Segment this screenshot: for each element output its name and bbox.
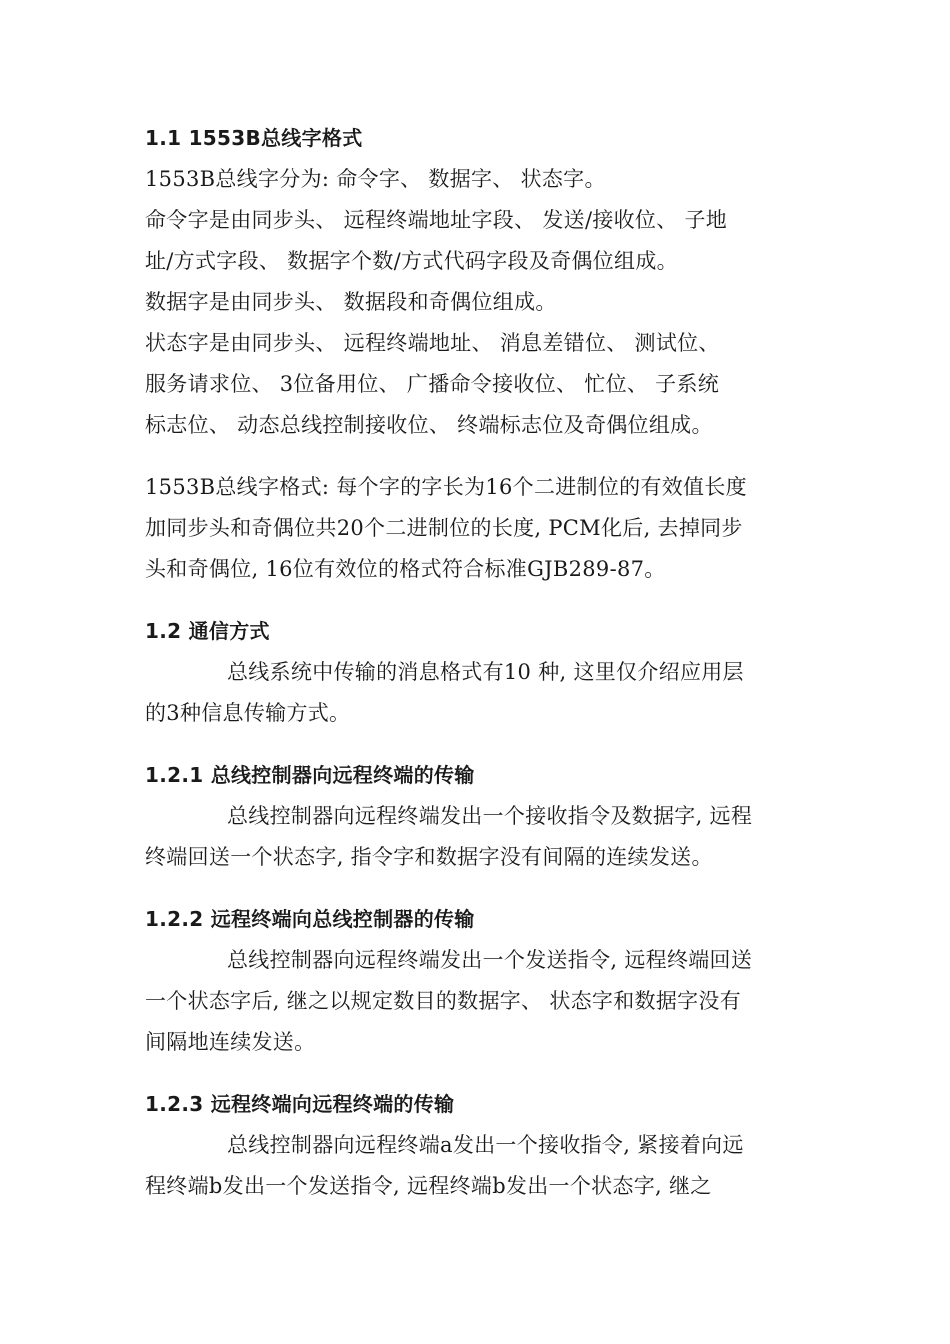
paragraph-line: 的3种信息传输方式。 (145, 701, 351, 725)
paragraph-line: 服务请求位、 3位备用位、 广播命令接收位、 忙位、 子系统 (145, 372, 720, 396)
paragraph-line: 头和奇偶位, 16位有效位的格式符合标准GJB289-87。 (145, 557, 666, 581)
paragraph-line: 一个状态字后, 继之以规定数目的数据字、 状态字和数据字没有 (145, 989, 742, 1013)
paragraph-line: 数据字是由同步头、 数据段和奇偶位组成。 (145, 290, 557, 314)
paragraph-gap (145, 878, 810, 899)
paragraph-line: 总线系统中传输的消息格式有10 种, 这里仅介绍应用层 (227, 660, 744, 684)
paragraph-line: 命令字是由同步头、 远程终端地址字段、 发送/接收位、 子地 (145, 208, 728, 232)
paragraph-line: 1553B总线字格式: 每个字的字长为16个二进制位的有效值长度 (145, 475, 747, 499)
section-heading-1-2: 1.2 通信方式 (145, 619, 270, 643)
paragraph-gap (145, 1063, 810, 1084)
paragraph-line: 址/方式字段、 数据字个数/方式代码字段及奇偶位组成。 (145, 249, 678, 273)
section-heading-1-1: 1.1 1553B总线字格式 (145, 126, 363, 150)
paragraph-gap (145, 446, 810, 467)
paragraph-line: 程终端b发出一个发送指令, 远程终端b发出一个状态字, 继之 (145, 1174, 712, 1198)
paragraph-line: 标志位、 动态总线控制接收位、 终端标志位及奇偶位组成。 (145, 413, 713, 437)
paragraph-gap (145, 734, 810, 755)
paragraph-line: 1553B总线字分为: 命令字、 数据字、 状态字。 (145, 167, 606, 191)
paragraph-line: 状态字是由同步头、 远程终端地址、 消息差错位、 测试位、 (145, 331, 720, 355)
paragraph-gap (145, 590, 810, 611)
paragraph-line: 总线控制器向远程终端a发出一个接收指令, 紧接着向远 (227, 1133, 744, 1157)
paragraph-line: 终端回送一个状态字, 指令字和数据字没有间隔的连续发送。 (145, 845, 713, 869)
section-heading-1-2-3: 1.2.3 远程终端向远程终端的传输 (145, 1092, 455, 1116)
document-page (145, 118, 810, 1207)
paragraph-line: 加同步头和奇偶位共20个二进制位的长度, PCM化后, 去掉同步 (145, 516, 743, 540)
paragraph-line: 总线控制器向远程终端发出一个发送指令, 远程终端回送 (227, 948, 753, 972)
section-heading-1-2-1: 1.2.1 总线控制器向远程终端的传输 (145, 763, 475, 787)
paragraph-line: 总线控制器向远程终端发出一个接收指令及数据字, 远程 (227, 804, 753, 828)
section-heading-1-2-2: 1.2.2 远程终端向总线控制器的传输 (145, 907, 475, 931)
paragraph-line: 间隔地连续发送。 (145, 1030, 316, 1054)
